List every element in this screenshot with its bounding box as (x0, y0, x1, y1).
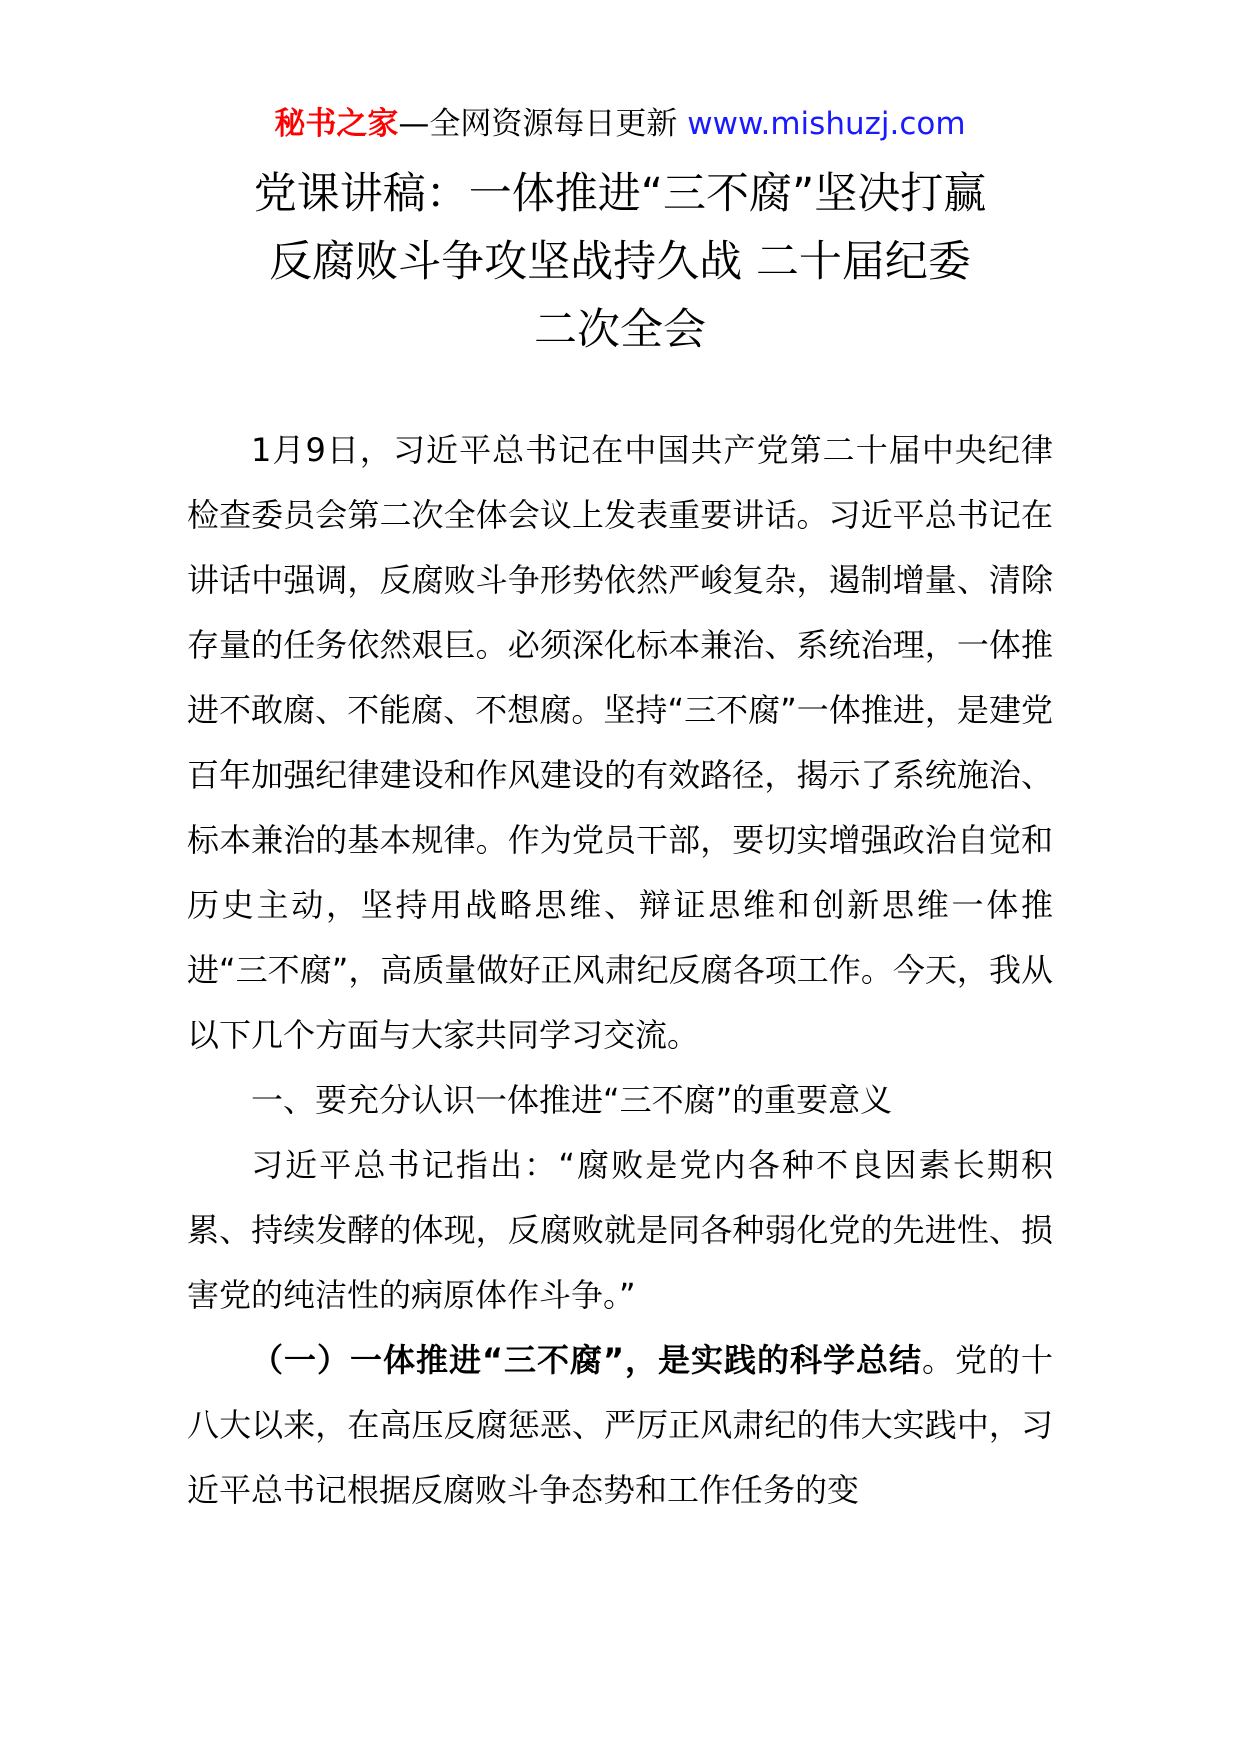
title-line-2: 反腐败斗争攻坚战持久战 二十届纪委 (269, 237, 971, 287)
title-line-3: 二次全会 (534, 305, 706, 355)
section-heading-1: 一、要充分认识一体推进“三不腐”的重要意义 (251, 1081, 893, 1119)
subsection-text-1: 。党的十八大以来，在高压反腐惩恶、严厉正风肃纪的伟大实践中，习近平总书记根据反腐败斗争态势和工作任务的变 (187, 1341, 1053, 1509)
title-line-1: 党课讲稿：一体推进“三不腐”坚决打赢 (253, 169, 987, 219)
document-body (187, 418, 1053, 1523)
site-brand: 秘书之家 (274, 106, 399, 142)
site-url-link[interactable]: www.mishuzj.com (687, 106, 966, 142)
paragraph-intro: 1月9日，习近平总书记在中国共产党第二十届中央纪律检查委员会第二次全体会议上发表重要讲话。习近平总书记在讲话中强调，反腐败斗争形势依然严峻复杂，遏制增量、清除存量的任务依然艰巨。必须深化标本兼治、系统治理，一体推进不敢腐、不能腐、不想腐。坚持“三不腐”一体推进，是建党百年加强纪律建设和作风建设的有效路径，揭示了系统施治、标本兼治的基本规律。作为党员干部，要切实增强政治自觉和历史主动，坚持用战略思维、辩证思维和创新思维一体推进“三不腐”，高质量做好正风肃纪反腐各项工作。今天，我从以下几个方面与大家共同学习交流。 (187, 431, 1053, 1054)
site-tagline: —全网资源每日更新 (398, 106, 688, 142)
subsection-heading-1: （一）一体推进“三不腐”，是实践的科学总结 (251, 1341, 922, 1379)
paragraph-subsection-1 (187, 1328, 1053, 1523)
document-title (160, 160, 1080, 364)
paragraph-quote: 习近平总书记指出：“腐败是党内各种不良因素长期积累、持续发酵的体现，反腐败就是同各种弱化党的先进性、损害党的纯洁性的病原体作斗争。” (187, 1146, 1053, 1314)
site-header (0, 100, 1240, 148)
